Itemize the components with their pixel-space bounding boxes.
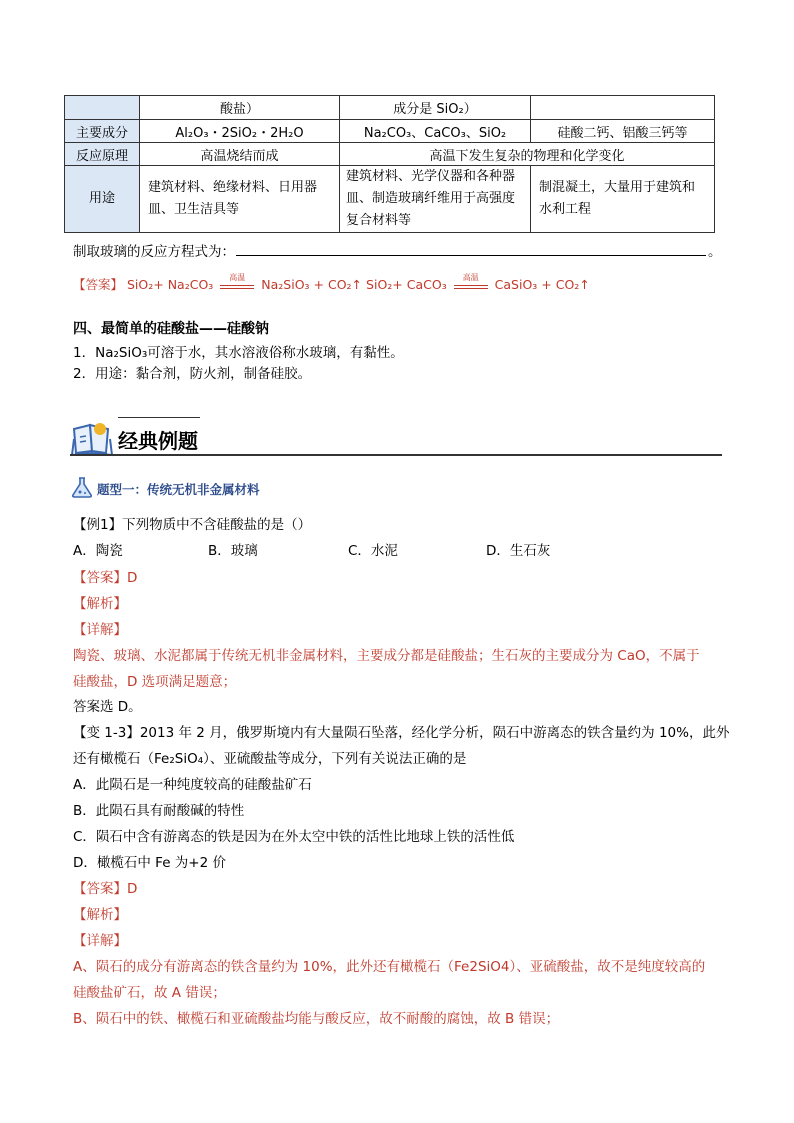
table-row <box>65 143 715 166</box>
table-row <box>65 166 715 233</box>
equation-1-left: SiO₂+ Na₂CO₃ <box>127 277 214 292</box>
table-cell <box>65 96 140 120</box>
option-a: A．陶瓷 <box>73 543 123 559</box>
table-cell: 高温烧结而成 <box>140 143 340 166</box>
analysis-label: 【解析】 <box>73 907 127 923</box>
conclusion: 答案选 D。 <box>73 699 142 715</box>
glass-answer <box>73 272 590 293</box>
answer-tag: 【答案】 <box>73 277 124 292</box>
option-b: B．此陨石具有耐酸碱的特性 <box>73 803 245 819</box>
table-cell: 高温下发生复杂的物理和化学变化 <box>340 143 715 166</box>
table-row <box>65 96 715 120</box>
detail-label: 【详解】 <box>73 933 127 949</box>
book-icon <box>70 417 114 457</box>
table-cell: 建筑材料、光学仪器和各种器皿、制造玻璃纤维用于高强度复合材料等 <box>340 166 531 233</box>
answer-label: 【答案】D <box>73 881 138 897</box>
answer-label: 【答案】D <box>73 570 138 586</box>
option-c: C．陨石中含有游离态的铁是因为在外太空中铁的活性比地球上铁的活性低 <box>73 829 515 845</box>
answer-blank-line <box>236 255 706 256</box>
glass-question-end: 。 <box>708 244 722 260</box>
reaction-condition: 高温 <box>462 272 479 282</box>
explanation-line: 陶瓷、玻璃、水泥都属于传统无机非金属材料，主要成分都是硅酸盐；生石灰的主要成分为 CaO，不属于 <box>73 648 700 664</box>
explanation-line: 硅酸盐矿石，故 A 错误； <box>73 985 226 1001</box>
equation-1-right: Na₂SiO₃ + CO₂↑ <box>261 277 363 292</box>
explanation-line: B、陨石中的铁、橄榄石和亚硫酸盐均能与酸反应，故不耐酸的腐蚀，故 B 错误； <box>73 1011 560 1027</box>
reaction-condition: 高温 <box>229 272 246 282</box>
banner-rule <box>70 454 722 456</box>
option-d: D．橄榄石中 Fe 为+2 价 <box>73 855 227 871</box>
question-type-title: 题型一：传统无机非金属材料 <box>97 482 260 497</box>
table-cell: 成分是 SiO₂） <box>340 96 531 120</box>
table-row-header: 反应原理 <box>65 143 140 166</box>
table-cell: 硅酸二钙、铝酸三钙等 <box>531 120 715 143</box>
table-cell: Al₂O₃・2SiO₂・2H₂O <box>140 120 340 143</box>
glass-question-label: 制取玻璃的反应方程式为： <box>73 244 235 260</box>
table-cell: 酸盐） <box>140 96 340 120</box>
variant-question: 【变 1-3】2013 年 2 月，俄罗斯境内有大量陨石坠落，经化学分析，陨石中游离态的铁含量约为 10%，此外 <box>73 725 730 741</box>
materials-table <box>64 95 715 233</box>
explanation-line: 硅酸盐，D 选项满足题意； <box>73 674 237 690</box>
analysis-label: 【解析】 <box>73 596 127 612</box>
glass-question <box>73 240 235 260</box>
banner-title: 经典例题 <box>118 429 198 453</box>
equation-2-right: CaSiO₃ + CO₂↑ <box>494 277 590 292</box>
flask-icon <box>70 476 94 498</box>
equation-2-left: SiO₂+ CaCO₃ <box>366 277 447 292</box>
example-question: 【例1】下列物质中不含硅酸盐的是（） <box>73 517 312 533</box>
option-b: B．玻璃 <box>208 543 258 559</box>
option-c: C．水泥 <box>348 543 398 559</box>
table-row-header: 主要成分 <box>65 120 140 143</box>
section-title: 四、最简单的硅酸盐——硅酸钠 <box>73 321 269 337</box>
reaction-condition-arrow <box>454 272 488 293</box>
reaction-condition-arrow <box>220 272 254 293</box>
table-row <box>65 120 715 143</box>
detail-label: 【详解】 <box>73 622 127 638</box>
banner-rule-top <box>118 417 200 418</box>
option-d: D．生石灰 <box>486 543 551 559</box>
table-cell: Na₂CO₃、CaCO₃、SiO₂ <box>340 120 531 143</box>
section-item: 1．Na₂SiO₃可溶于水，其水溶液俗称水玻璃，有黏性。 <box>73 345 404 361</box>
option-a: A．此陨石是一种纯度较高的硅酸盐矿石 <box>73 777 312 793</box>
table-cell: 建筑材料、绝缘材料、日用器皿、卫生洁具等 <box>140 166 340 233</box>
explanation-line: A、陨石的成分有游离态的铁含量约为 10%，此外还有橄榄石（Fe2SiO4）、亚硫酸盐，故不是纯度较高的 <box>73 959 706 975</box>
table-row-header: 用途 <box>65 166 140 233</box>
table-cell <box>531 96 715 120</box>
variant-question: 还有橄榄石（Fe₂SiO₄）、亚硫酸盐等成分，下列有关说法正确的是 <box>73 751 467 767</box>
table-cell: 制混凝土，大量用于建筑和水利工程 <box>531 166 715 233</box>
section-item: 2．用途：黏合剂，防火剂，制备硅胶。 <box>73 366 312 382</box>
